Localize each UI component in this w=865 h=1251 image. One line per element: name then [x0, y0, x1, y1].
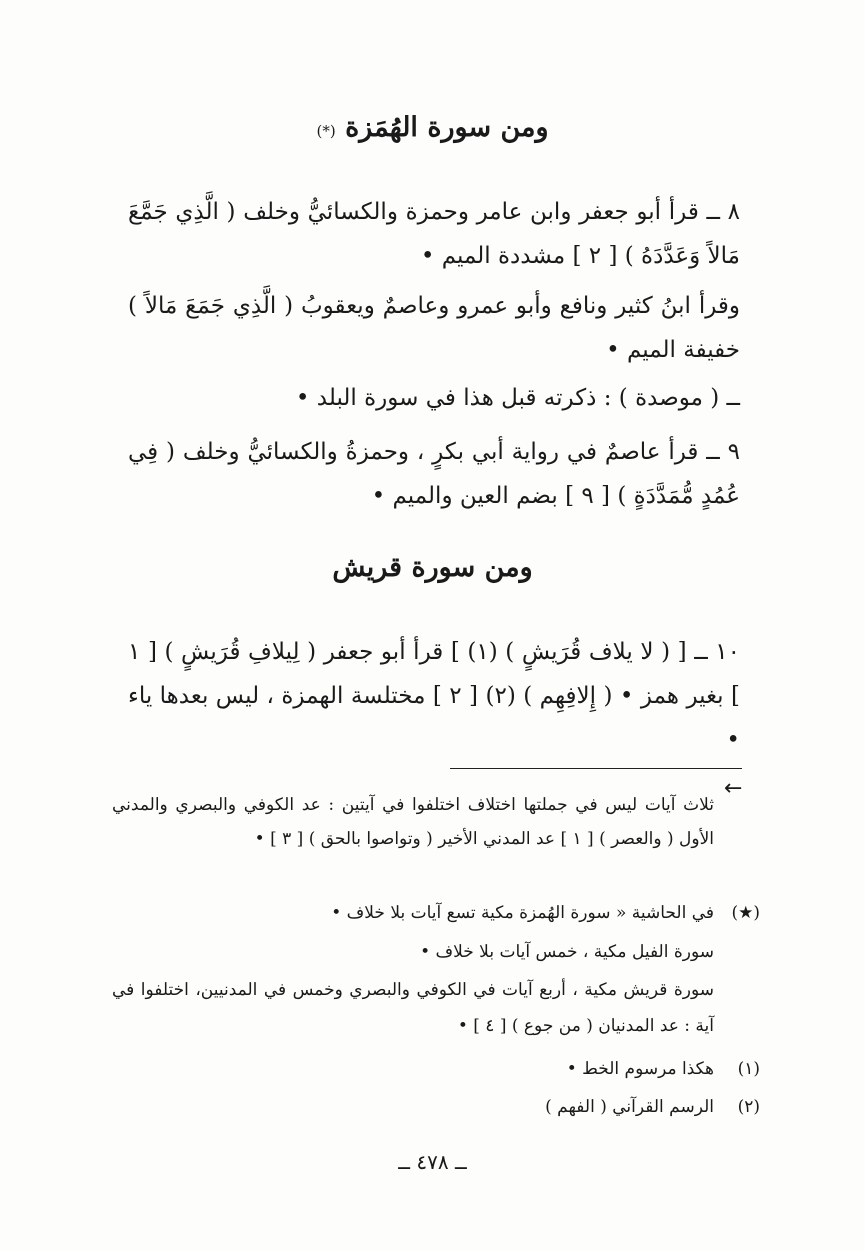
- footnote-surah-quraysh: سورة قريش مكية ، أربع آيات في الكوفي والبصري وخمس في المدنيين، اختلفوا في آية : عد المدنيان ( من جوع ) [ ٤ ] •: [112, 980, 714, 1036]
- footnote-1-text: هكذا مرسوم الخط •: [566, 1059, 714, 1079]
- footnote-surah-fil: سورة الفيل مكية ، خمس آيات بلا خلاف •: [420, 942, 714, 962]
- surah-humazah-heading: [0, 112, 865, 143]
- footnote-star: [112, 896, 760, 930]
- footnote-2-mark: (٢): [737, 1097, 760, 1117]
- paragraph-verse-10: ١٠ ــ [ ( لا يلاف قُرَيشٍ ) (١) ] قرأ أبو جعفر ( لِيلافِ قُرَيشٍ ) [ ١ ] بغير همز • ( إِلافِهِم ) (٢) [ ٢ ] مختلسة الهمزة ، ليس بعدها ياء •: [128, 639, 740, 753]
- paragraph-verse-9: ٩ ــ قرأ عاصمٌ في رواية أبي بكرٍ ، وحمزةُ والكسائيُّ وخلف ( فِي عُمُدٍ مُّمَدَّدَةٍ ) [ ٩ ] بضم العين والميم •: [128, 439, 740, 509]
- footnote-2: [112, 1090, 760, 1124]
- continuation-arrow-icon: ←: [724, 776, 743, 801]
- page-number: ــ ٤٧٨ ــ: [398, 1150, 467, 1174]
- footnote-star-text: في الحاشية « سورة الهُمزة مكية تسع آيات بلا خلاف •: [331, 903, 714, 923]
- footnote-star-mark: (★): [731, 903, 760, 923]
- footnote-divider: [450, 768, 742, 769]
- paragraph-verse-8-reading-b: وقرأ ابنُ كثير ونافع وأبو عمرو وعاصمٌ ويعقوبُ ( الَّذِي جَمَعَ مَالاً ) خفيفة الميم •: [128, 293, 740, 363]
- surah-quraysh-heading: ومن سورة قريش: [332, 552, 533, 583]
- paragraph-verse-8-reading-a: ٨ ــ قرأ أبو جعفر وابن عامر وحمزة والكسائيُّ وخلف ( الَّذِي جَمَّعَ مَالاً وَعَدَّدَهُ ) [ ٢ ] مشددة الميم •: [128, 199, 740, 269]
- footnote-1: [112, 1052, 760, 1086]
- heading-footnote-mark: (*): [316, 122, 336, 140]
- surah-humazah-title: ومن سورة الهُمَزة: [345, 112, 549, 143]
- footnote-continuation: ثلاث آيات ليس في جملتها اختلاف اختلفوا في آيتين : عد الكوفي والبصري والمدني الأول ( والعصر ) [ ١ ] عد المدني الأخير ( وتواصوا بالحق ) [ ٣ ] •: [112, 795, 714, 849]
- footnote-1-mark: (١): [737, 1059, 760, 1079]
- footnote-2-text: الرسم القرآني ( الفهم ): [545, 1097, 714, 1117]
- paragraph-mu-sadah: ــ ( موصدة ) : ذكرته قبل هذا في سورة البلد •: [295, 385, 740, 411]
